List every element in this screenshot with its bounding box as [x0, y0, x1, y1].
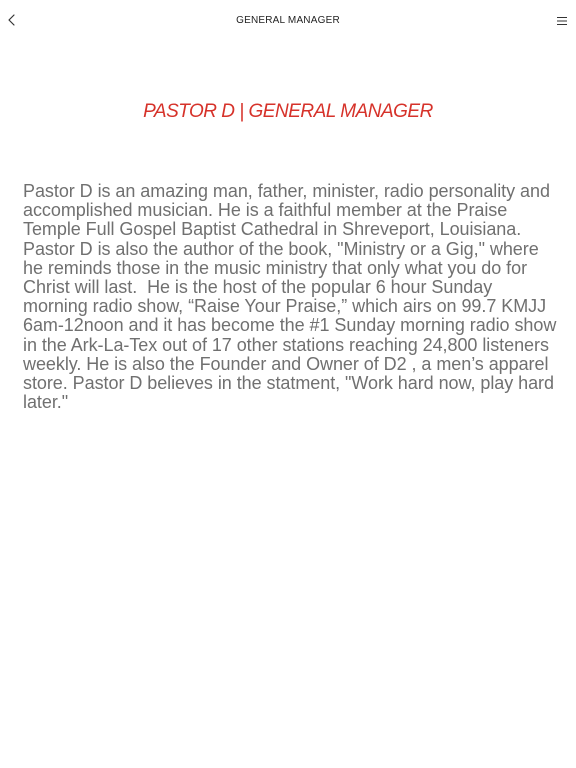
section-heading: PASTOR D | GENERAL MANAGER: [143, 101, 433, 122]
chevron-left-icon: [7, 13, 17, 31]
bio-paragraph: Pastor D is an amazing man, father, minister, radio personality and accomplished musician. He is a faithful member at the Praise Temple Full Gospel Baptist Cathedral in Shreveport, Louisiana. Pastor D is also the author of the book, "Ministry or a Gig," where he reminds those in the music ministry that only what you do for Christ will last. He is the host of the popular 6 hour Sunday morning radio show, “Raise Your Praise,” which airs on 99.7 KMJJ 6am-12noon and it has become the #1 Sunday morning radio show in the Ark-La-Tex out of 17 other stations reaching 24,800 listeners weekly. He is also the Founder and Owner of D2 , a men’s apparel store. Pastor D believes in the statment, "Work hard now, play hard later.": [23, 181, 562, 413]
hamburger-menu-icon: [557, 12, 567, 30]
back-button[interactable]: [2, 12, 22, 32]
menu-button[interactable]: [554, 13, 570, 29]
page-title: GENERAL MANAGER: [236, 15, 340, 26]
top-navigation-bar: [0, 0, 576, 44]
